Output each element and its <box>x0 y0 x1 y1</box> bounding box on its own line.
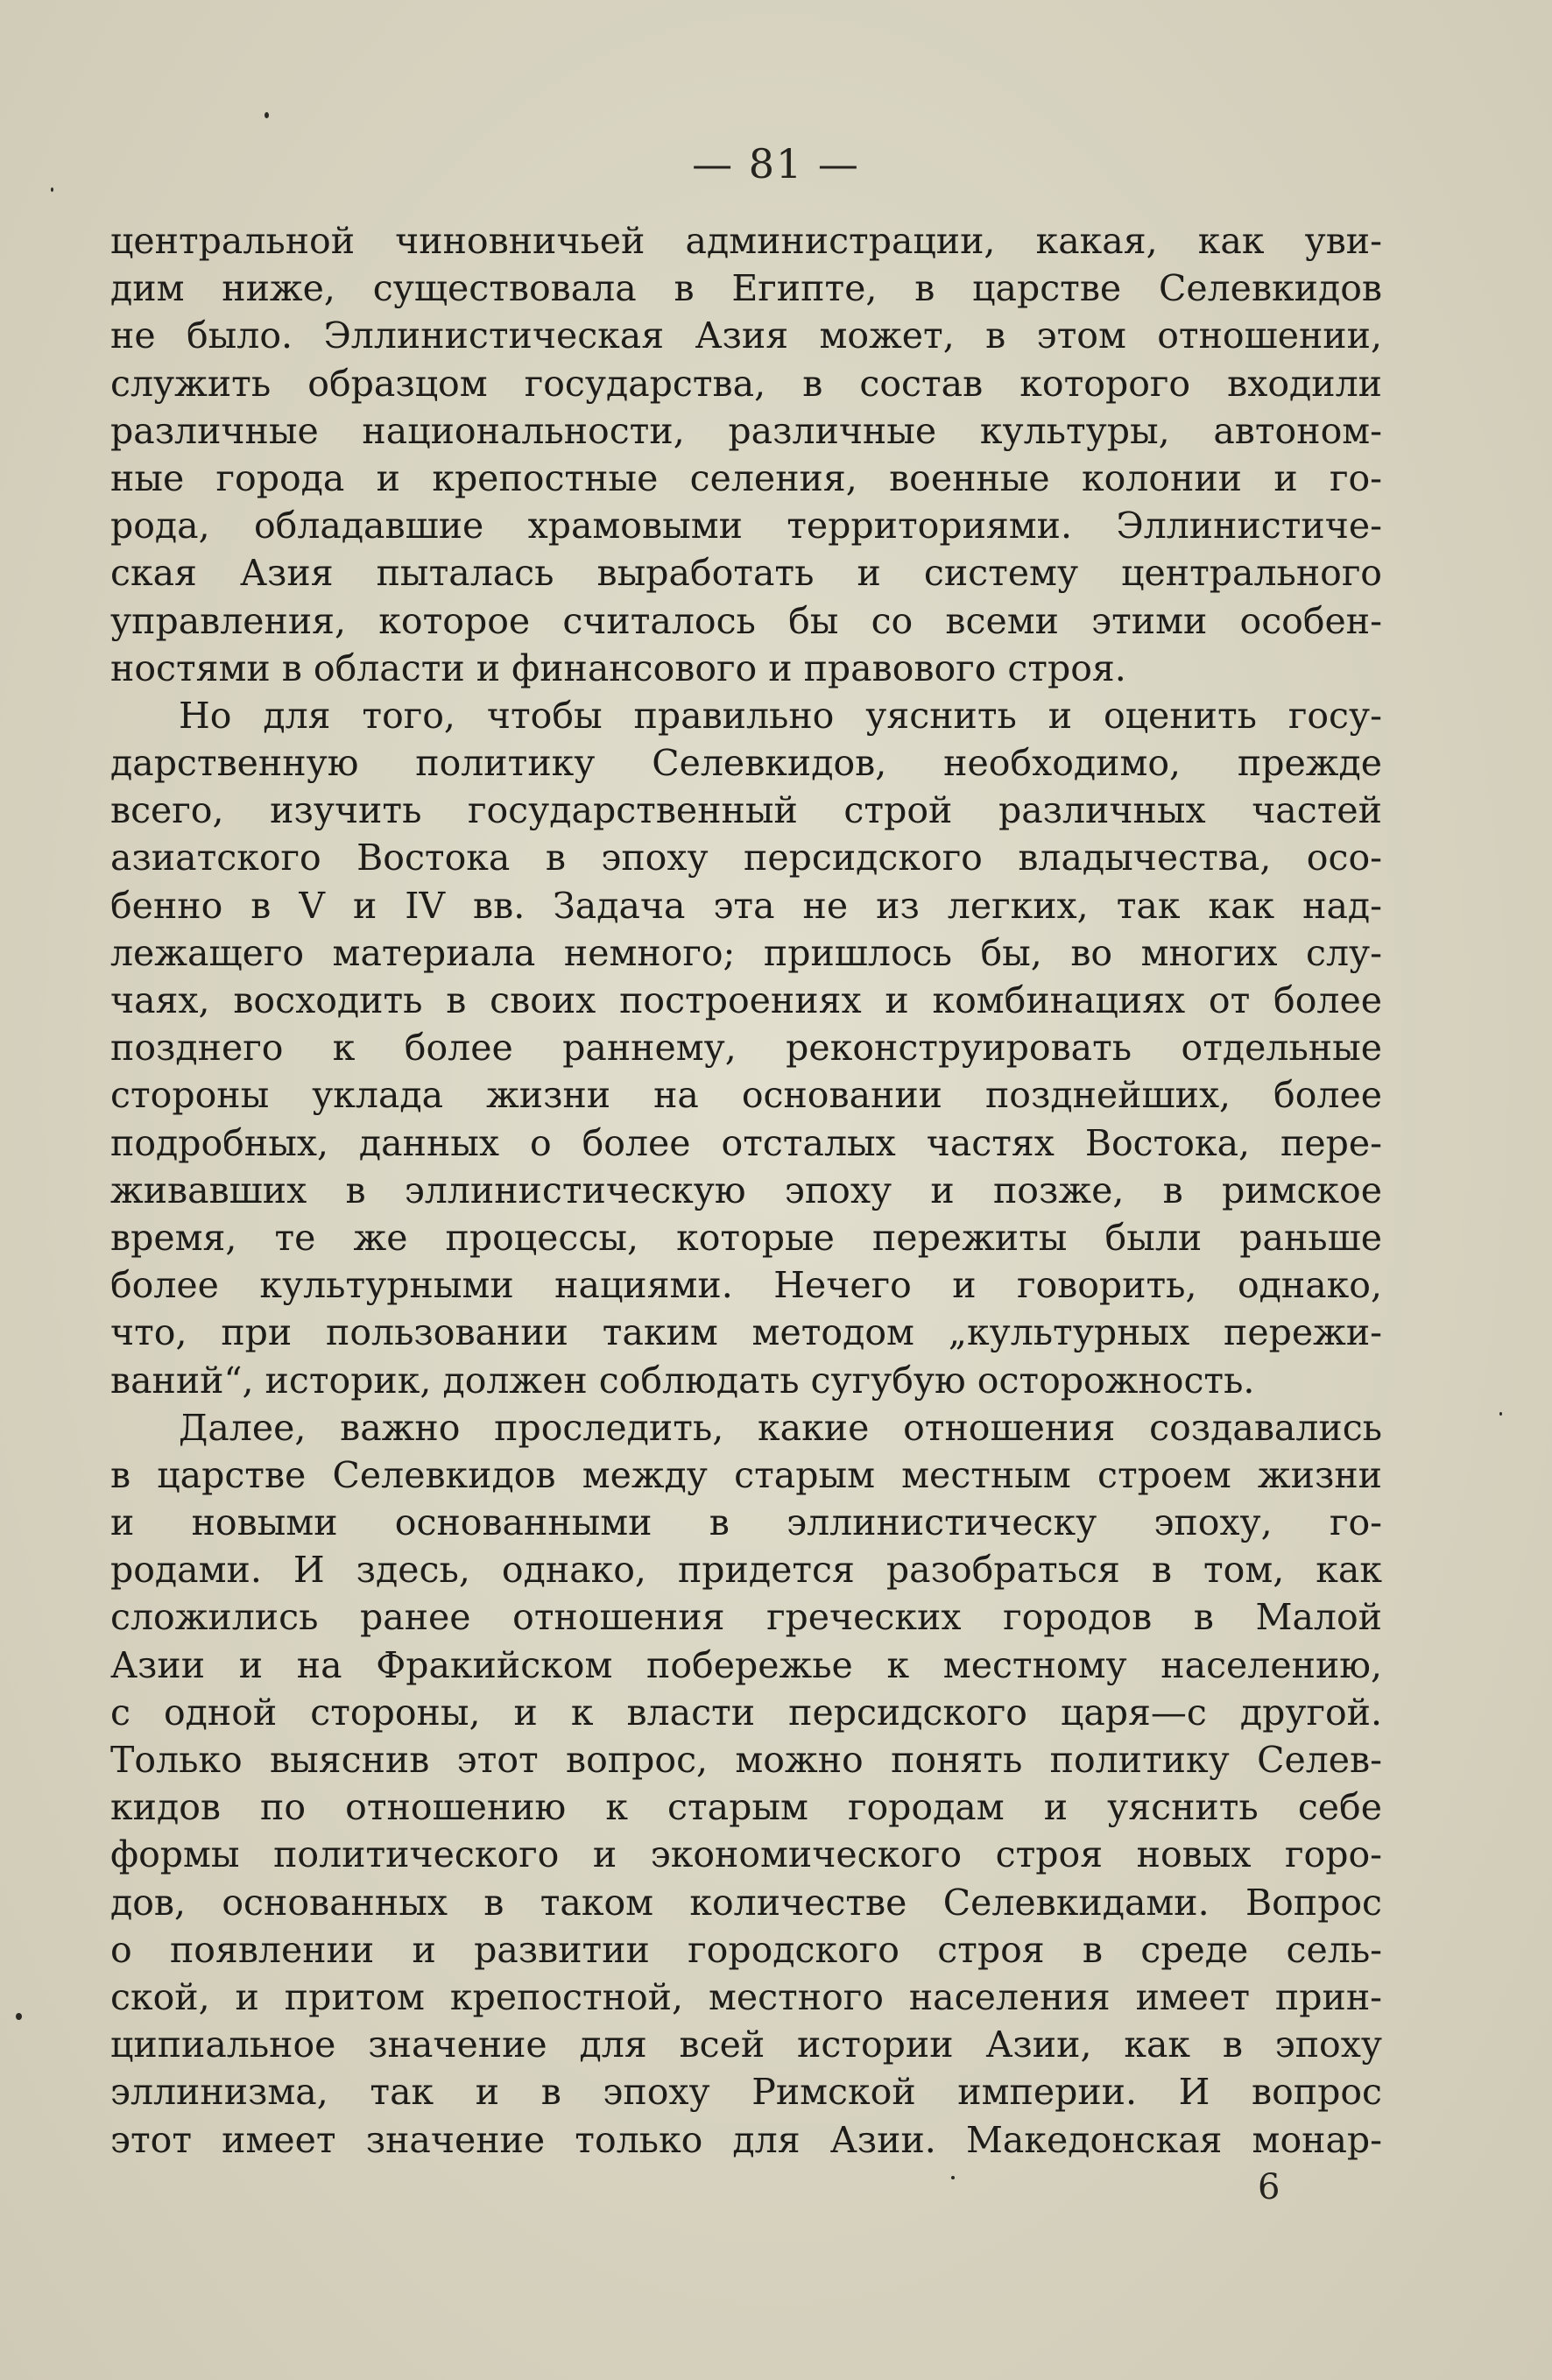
scan-speck <box>265 112 269 118</box>
text-line: различные национальности, различные культуры, автоном- <box>110 409 1382 452</box>
body-text <box>110 217 1382 2164</box>
text-line: с одной стороны, и к власти персидского царя—с другой. <box>110 1691 1382 1734</box>
text-line: управления, которое считалось бы со всеми этими особен- <box>110 599 1382 642</box>
text-line: подробных, данных о более отсталых частях Востока, пере- <box>110 1121 1382 1164</box>
text-line: Азии и на Фракийском побережье к местному населению, <box>110 1643 1382 1686</box>
text-line: дов, основанных в таком количестве Селевкидами. Вопрос <box>110 1881 1382 1924</box>
text-line: этот имеет значение только для Азии. Македонская монар- <box>110 2118 1382 2161</box>
text-line: лежащего материала немного; пришлось бы, во многих слу- <box>110 931 1382 974</box>
text-line: ципиальное значение для всей истории Азии, как в эпоху <box>110 2023 1382 2066</box>
signature-mark: 6 <box>1258 2167 1280 2207</box>
scan-speck <box>51 187 53 192</box>
scan-speck <box>951 2176 955 2179</box>
text-line: время, те же процессы, которые пережиты были раньше <box>110 1216 1382 1259</box>
text-line: сложились ранее отношения греческих городов в Малой <box>110 1596 1382 1639</box>
text-line: эллинизма, так и в эпоху Римской империи. И вопрос <box>110 2071 1382 2114</box>
text-line: родами. И здесь, однако, придется разобраться в том, как <box>110 1549 1382 1592</box>
text-line: стороны уклада жизни на основании позднейших, более <box>110 1074 1382 1117</box>
text-line: формы политического и экономического строя новых горо- <box>110 1833 1382 1876</box>
text-line: ской, и притом крепостной, местного населения имеет прин- <box>110 1975 1382 2018</box>
text-line: дарственную политику Селевкидов, необходимо, прежде <box>110 742 1382 785</box>
text-line: чаях, восходить в своих построениях и комбинациях от более <box>110 979 1382 1021</box>
text-line: ваний“, историк, должен соблюдать сугубую осторожность. <box>110 1359 1255 1402</box>
text-line: ные города и крепостные селения, военные колонии и го- <box>110 456 1382 499</box>
text-line: в царстве Селевкидов между старым местным строем жизни <box>110 1453 1382 1496</box>
text-line: позднего к более раннему, реконструировать отдельные <box>110 1027 1382 1070</box>
text-line: ностями в области и финансового и правового строя. <box>110 646 1126 689</box>
text-line: Далее, важно проследить, какие отношения создавались <box>179 1406 1382 1449</box>
text-line: кидов по отношению к старым городам и уяснить себе <box>110 1786 1382 1829</box>
text-line: центральной чиновничьей администрации, какая, как уви- <box>110 220 1382 262</box>
text-line: Но для того, чтобы правильно уяснить и оценить госу- <box>179 694 1382 737</box>
scan-speck <box>16 2013 22 2020</box>
text-line: рода, обладавшие храмовыми территориями. Эллинистиче- <box>110 505 1382 547</box>
text-line: бенно в V и IV вв. Задача эта не из легких, так как над- <box>110 884 1382 927</box>
text-line: о появлении и развитии городского строя в среде сель- <box>110 1928 1382 1971</box>
text-line: что, при пользовании таким методом „культурных пережи- <box>110 1311 1382 1354</box>
text-line: азиатского Востока в эпоху персидского владычества, осо- <box>110 837 1382 879</box>
text-line: служить образцом государства, в состав которого входили <box>110 362 1382 405</box>
text-line: ская Азия пыталась выработать и систему центрального <box>110 552 1382 595</box>
page-number: — 81 — <box>692 140 860 187</box>
text-line: дим ниже, существовала в Египте, в царстве Селевкидов <box>110 267 1382 310</box>
text-line: Только выяснив этот вопрос, можно понять политику Селев- <box>110 1739 1382 1781</box>
text-line: и новыми основанными в эллинистическу эпоху, го- <box>110 1501 1382 1544</box>
scan-speck <box>1499 1412 1502 1416</box>
text-line: более культурными нациями. Нечего и говорить, однако, <box>110 1264 1382 1307</box>
text-line: живавших в эллинистическую эпоху и позже, в римское <box>110 1169 1382 1211</box>
text-line: не было. Эллинистическая Азия может, в этом отношении, <box>110 314 1382 357</box>
text-line: всего, изучить государственный строй различных частей <box>110 789 1382 832</box>
